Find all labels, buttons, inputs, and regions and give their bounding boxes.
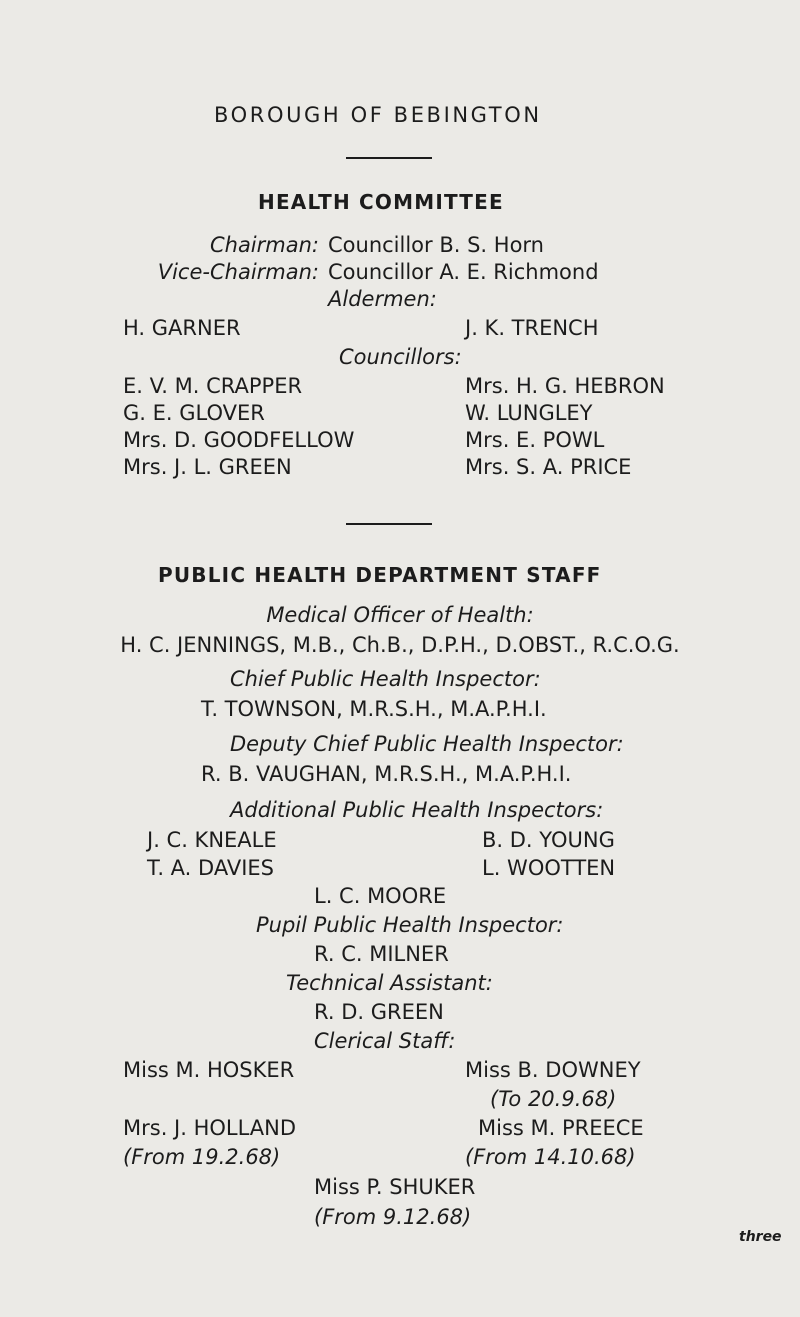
councillor-name: Mrs. E. POWL <box>465 428 605 452</box>
inspector-name: B. D. YOUNG <box>482 828 615 852</box>
councillor-name: G. E. GLOVER <box>123 401 265 425</box>
clerical-name: Miss M. PREECE <box>478 1116 644 1140</box>
staff-heading: PUBLIC HEALTH DEPARTMENT STAFF <box>158 563 602 587</box>
divider-top <box>346 157 432 159</box>
alderman-name: H. GARNER <box>123 316 241 340</box>
clerical-name: Miss B. DOWNEY <box>465 1058 641 1082</box>
page-title: BOROUGH OF BEBINGTON <box>214 103 542 127</box>
technical-label: Technical Assistant: <box>286 971 493 995</box>
chairman-name: Councillor B. S. Horn <box>328 233 544 257</box>
deputy-label: Deputy Chief Public Health Inspector: <box>230 732 624 756</box>
clerical-name: Miss M. HOSKER <box>123 1058 295 1082</box>
clerical-label: Clerical Staff: <box>314 1029 456 1053</box>
clerical-note: (From 19.2.68) <box>123 1145 281 1169</box>
inspector-name: L. WOOTTEN <box>482 856 616 880</box>
page-number-label: three <box>739 1229 782 1245</box>
pupil-name: R. C. MILNER <box>314 942 449 966</box>
inspector-name: L. C. MOORE <box>314 884 447 908</box>
councillor-name: Mrs. D. GOODFELLOW <box>123 428 355 452</box>
moh-label: Medical Officer of Health: <box>266 603 534 627</box>
councillor-name: E. V. M. CRAPPER <box>123 374 303 398</box>
additional-label: Additional Public Health Inspectors: <box>230 798 604 822</box>
councillor-name: W. LUNGLEY <box>465 401 593 425</box>
clerical-note: (To 20.9.68) <box>490 1087 617 1111</box>
chairman-label: Chairman: <box>209 233 319 257</box>
councillor-name: Mrs. S. A. PRICE <box>465 455 632 479</box>
moh-name: H. C. JENNINGS, M.B., Ch.B., D.P.H., D.OBST., R.C.O.G. <box>120 633 680 657</box>
pupil-label: Pupil Public Health Inspector: <box>256 913 564 937</box>
vice-chairman-label: Vice-Chairman: <box>157 260 319 284</box>
cphi-name: T. TOWNSON, M.R.S.H., M.A.P.H.I. <box>201 697 547 721</box>
clerical-name: Miss P. SHUKER <box>314 1175 476 1199</box>
inspector-name: T. A. DAVIES <box>147 856 275 880</box>
technical-name: R. D. GREEN <box>314 1000 444 1024</box>
clerical-name: Mrs. J. HOLLAND <box>123 1116 297 1140</box>
vice-chairman-name: Councillor A. E. Richmond <box>328 260 599 284</box>
councillors-label: Councillors: <box>339 345 462 369</box>
deputy-name: R. B. VAUGHAN, M.R.S.H., M.A.P.H.I. <box>201 762 572 786</box>
divider-middle <box>346 523 432 525</box>
councillor-name: Mrs. J. L. GREEN <box>123 455 292 479</box>
councillor-name: Mrs. H. G. HEBRON <box>465 374 665 398</box>
health-committee-heading: HEALTH COMMITTEE <box>258 190 504 214</box>
clerical-note: (From 14.10.68) <box>465 1145 636 1169</box>
alderman-name: J. K. TRENCH <box>465 316 599 340</box>
aldermen-label: Aldermen: <box>328 287 437 311</box>
inspector-name: J. C. KNEALE <box>147 828 277 852</box>
clerical-note: (From 9.12.68) <box>314 1205 472 1229</box>
cphi-label: Chief Public Health Inspector: <box>230 667 541 691</box>
